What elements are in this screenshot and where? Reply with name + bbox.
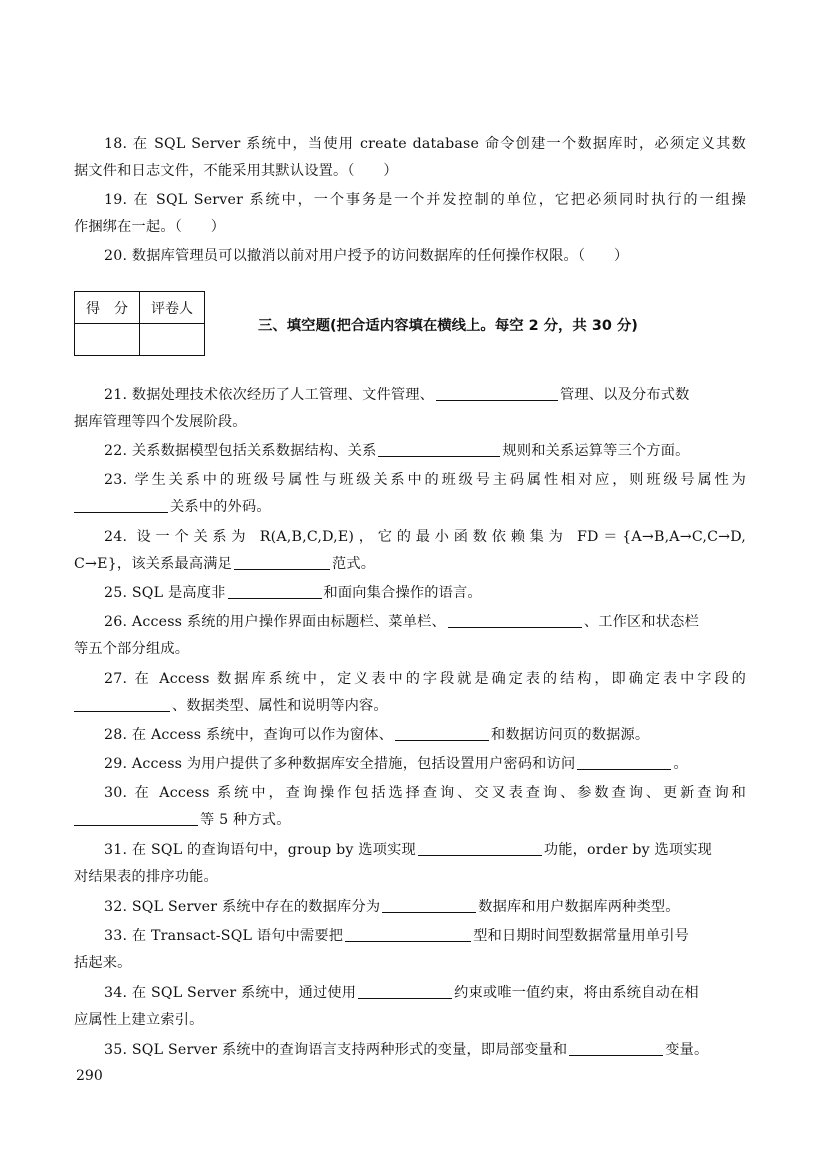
question-18-line-2: 据文件和日志文件，不能采用其默认设置。（ ）: [74, 163, 398, 179]
question-34-text-b: 约束或唯一值约束，将由系统自动在相: [454, 985, 699, 1001]
question-21-line-1: [104, 382, 746, 408]
question-33-text-a: 33. 在 Transact-SQL 语句中需要把: [104, 928, 344, 944]
answer-blank-29[interactable]: [577, 752, 671, 770]
question-35-text-a: 35. SQL Server 系统中的查询语言支持两种形式的变量，即局部变量和: [104, 1042, 568, 1058]
grader-label: 评卷人: [140, 292, 205, 324]
question-19-line-2: 作捆绑在一起。（ ）: [74, 219, 226, 235]
question-30-line-1: 30. 在 Access 系统中，查询操作包括选择查询、交叉表查询、参数查询、更新查询和: [104, 785, 746, 801]
question-33-text-b: 型和日期时间型数据常量用单引号: [473, 928, 690, 944]
answer-blank-32[interactable]: [382, 895, 476, 913]
question-24-text-b: 范式。: [332, 556, 376, 572]
answer-blank-24[interactable]: [234, 552, 330, 570]
question-31-text-b: 功能，order by 选项实现: [543, 842, 713, 858]
answer-blank-31[interactable]: [418, 838, 542, 856]
question-23-text-b: 关系中的外码。: [170, 499, 271, 515]
question-25-line-1: [104, 580, 746, 606]
question-22-text-b: 规则和关系运算等三个方面。: [502, 443, 690, 459]
question-24-line-1: 24. 设一个关系为 R(A,B,C,D,E)，它的最小函数依赖集为 FD＝{A→B,A→C,C→D,: [104, 529, 746, 545]
answer-blank-26[interactable]: [448, 610, 582, 628]
answer-blank-21[interactable]: [436, 383, 558, 401]
question-29-text-b: 。: [673, 756, 688, 772]
question-29-line-1: [104, 751, 746, 777]
question-21-line-2: 据库管理等四个发展阶段。: [74, 414, 247, 430]
question-20-line-1: 20. 数据库管理员可以撤消以前对用户授予的访问数据库的任何操作权限。（ ）: [104, 248, 629, 264]
question-28-line-1: [104, 722, 746, 748]
question-35-line-1: [104, 1037, 746, 1063]
question-32-line-1: [104, 894, 746, 920]
answer-blank-23[interactable]: [74, 495, 168, 513]
question-26-line-2: 等五个部分组成。: [74, 641, 190, 657]
question-28-text-b: 和数据访问页的数据源。: [491, 727, 650, 743]
question-28-text-a: 28. 在 Access 系统中，查询可以作为窗体、: [104, 727, 394, 743]
answer-blank-34[interactable]: [358, 981, 452, 999]
answer-blank-22[interactable]: [378, 439, 500, 457]
question-25-text-b: 和面向集合操作的语言。: [323, 585, 482, 601]
question-27-line-2: [74, 693, 746, 719]
question-23-line-2: [74, 494, 746, 520]
score-cell[interactable]: [75, 324, 140, 356]
question-33-line-2: 括起来。: [74, 955, 132, 971]
answer-blank-25[interactable]: [228, 581, 322, 599]
question-21-text-a: 21. 数据处理技术依次经历了人工管理、文件管理、: [104, 387, 435, 403]
question-24-text-a: C→E}，该关系最高满足: [74, 556, 233, 572]
answer-blank-33[interactable]: [345, 924, 471, 942]
answer-blank-27[interactable]: [74, 694, 170, 712]
question-29-text-a: 29. Access 为用户提供了多种数据库安全措施，包括设置用户密码和访问: [104, 756, 576, 772]
question-32-text-a: 32. SQL Server 系统中存在的数据库分为: [104, 899, 381, 915]
question-34-line-2: 应属性上建立索引。: [74, 1012, 204, 1028]
grader-cell[interactable]: [140, 324, 205, 356]
question-26-text-b: 、工作区和状态栏: [583, 614, 699, 630]
question-25-text-a: 25. SQL 是高度非: [104, 585, 226, 601]
question-33-line-1: [104, 923, 746, 949]
question-26-line-1: [104, 609, 746, 635]
question-27-text-b: 、数据类型、属性和说明等内容。: [172, 698, 388, 714]
question-18-line-1: 18. 在 SQL Server 系统中，当使用 create database 命令创建一个数据库时，必须定义其数: [104, 136, 746, 152]
question-35-text-b: 变量。: [665, 1042, 709, 1058]
question-30-line-2: [74, 807, 746, 833]
question-22-text-a: 22. 关系数据模型包括关系数据结构、关系: [104, 443, 377, 459]
question-31-line-2: 对结果表的排序功能。: [74, 869, 218, 885]
page-number: 290: [76, 1068, 103, 1084]
question-23-line-1: 23. 学生关系中的班级号属性与班级关系中的班级号主码属性相对应，则班级号属性为: [104, 472, 746, 488]
question-24-line-2: [74, 551, 746, 577]
question-26-text-a: 26. Access 系统的用户操作界面由标题栏、菜单栏、: [104, 614, 446, 630]
answer-blank-35[interactable]: [569, 1038, 663, 1056]
answer-blank-30[interactable]: [74, 808, 198, 826]
question-34-text-a: 34. 在 SQL Server 系统中，通过使用: [104, 985, 357, 1001]
section-title: 三、填空题(把合适内容填在横线上。每空 2 分，共 30 分): [258, 318, 638, 334]
question-21-text-b: 管理、以及分布式数: [560, 387, 690, 403]
answer-blank-28[interactable]: [395, 723, 489, 741]
question-27-line-1: 27. 在 Access 数据库系统中，定义表中的字段就是确定表的结构，即确定表中字段的: [104, 671, 746, 687]
question-19-line-1: 19. 在 SQL Server 系统中，一个事务是一个并发控制的单位，它把必须同时执行的一组操: [104, 192, 746, 208]
question-31-line-1: [104, 837, 746, 863]
question-32-text-b: 数据库和用户数据库两种类型。: [478, 899, 680, 915]
question-30-text-b: 等 5 种方式。: [200, 812, 291, 828]
question-31-text-a: 31. 在 SQL 的查询语句中，group by 选项实现: [104, 842, 416, 858]
question-22-line-1: [104, 438, 746, 464]
score-label: 得 分: [75, 292, 140, 324]
score-table: [74, 291, 205, 356]
question-34-line-1: [104, 980, 746, 1006]
